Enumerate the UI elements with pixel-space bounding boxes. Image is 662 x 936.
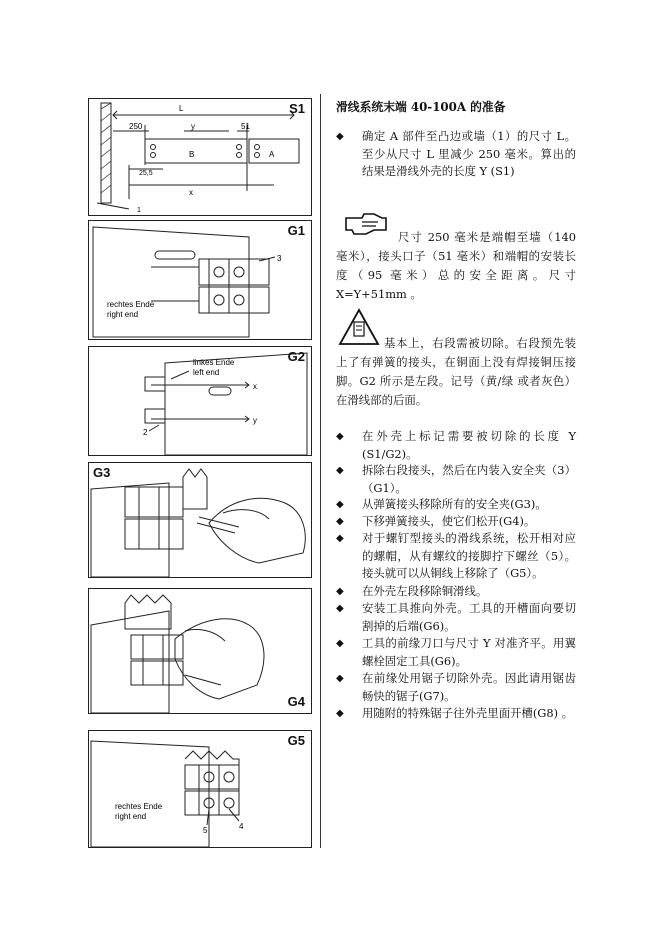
figure-g2-tag: G2 [287, 349, 305, 364]
step-text: 下移弹簧接头，使它们松开(G4)。 [362, 514, 536, 528]
step-bullet [336, 530, 576, 583]
bullet-diamond: ◆ [336, 638, 344, 649]
step-text: 工具的前缘刀口与尺寸 Y 对准齐平。用翼螺栓固定工具(G6)。 [362, 636, 576, 668]
step-bullet [336, 496, 576, 514]
bullet-diamond: ◆ [336, 533, 344, 544]
g2-2-label: 2 [143, 428, 148, 437]
g1-3-label: 3 [277, 254, 282, 263]
step-bullet [336, 428, 576, 463]
step-text: 安装工具推向外壳。工具的开槽面向要切割掉的后端(G6)。 [362, 601, 576, 633]
column-divider [320, 94, 321, 848]
figure-g3 [88, 462, 312, 578]
step-text: 在外壳左段移除铜滑线。 [362, 584, 488, 598]
step-text: 用随附的特殊锯子往外壳里面开槽(G8) 。 [362, 706, 574, 720]
g2-linkes-ende: linkes Ende [193, 358, 235, 367]
section-title: 滑线系统末端 40-100A 的准备 [336, 100, 506, 114]
bullet-diamond: ◆ [336, 131, 344, 142]
g5-right-end: right end [115, 812, 147, 821]
bullet-diamond: ◆ [336, 708, 344, 719]
figure-g4 [88, 588, 312, 714]
step-text: 对于螺钉型接头的滑线系统，松开相对应的螺帽，从有螺纹的接脚拧下螺丝（5）。接头就可以从铜线上移除了（G5）。 [362, 531, 576, 580]
bullet-diamond: ◆ [336, 499, 344, 510]
s1-x-label: x [189, 188, 193, 197]
s1-A-label: A [269, 150, 275, 159]
g5-4-label: 4 [239, 822, 244, 831]
figure-g5-tag: G5 [287, 733, 305, 748]
s1-51-label: 51 [241, 122, 250, 131]
g1-drawing [89, 221, 311, 339]
step-text: 拆除右段接头，然后在内装入安全夹（3）（G1）。 [362, 463, 576, 495]
g2-drawing [89, 347, 311, 455]
s1-250-label: 250 [129, 122, 143, 131]
step-bullet [336, 583, 576, 601]
s1-255-label: 25,5 [139, 170, 153, 177]
s1-y-label: y [191, 122, 195, 131]
step-bullet [336, 513, 576, 531]
step-text: 在外壳上标记需要被切除的长度 Y (S1/G2)。 [362, 429, 576, 461]
bullet-diamond: ◆ [336, 516, 344, 527]
g2-x-label: x [253, 382, 257, 391]
figure-s1 [88, 98, 312, 216]
bullet-diamond: ◆ [336, 431, 344, 442]
figure-g3-tag: G3 [93, 465, 111, 480]
figure-g4-tag: G4 [287, 694, 305, 709]
note-2: 基本上，右段需被切除。右段预先装上了有弹簧的接头，在铜面上没有焊接铜压接脚。G2 所示是左段。记号（黄/绿 或者灰色）在滑线部的后面。 [336, 336, 576, 407]
intro-bullet [336, 128, 576, 181]
figure-g1-tag: G1 [287, 223, 305, 238]
g5-5-label: 5 [203, 826, 208, 835]
g5-drawing [89, 731, 311, 847]
step-bullet [336, 670, 576, 705]
bullet-diamond: ◆ [336, 465, 344, 476]
figure-g1 [88, 220, 312, 340]
step-bullet [336, 705, 576, 723]
note-1: 尺寸 250 毫米是端帽至墙（140 毫米），接头口子（51 毫米）和端帽的安装长度（95 毫米）总的安全距离。尺寸 X=Y+51mm 。 [336, 230, 576, 301]
figure-g2 [88, 346, 312, 456]
g4-drawing [89, 589, 311, 713]
step-bullet [336, 462, 576, 497]
figure-g5 [88, 730, 312, 848]
g3-drawing [89, 463, 311, 577]
g1-rechtes-ende: rechtes Ende [107, 300, 155, 309]
bullet-diamond: ◆ [336, 586, 344, 597]
s1-1-label: 1 [137, 207, 141, 214]
s1-L-label: L [179, 104, 184, 113]
intro-bullet-text: 确定 A 部件至凸边或墙（1）的尺寸 L。至少从尺寸 L 里减少 250 毫米。算出的结果是滑线外壳的长度 Y (S1) [362, 129, 576, 178]
figure-s1-tag: S1 [289, 101, 305, 116]
g1-right-end: right end [107, 310, 139, 319]
s1-B-label: B [189, 150, 195, 159]
step-text: 从弹簧接头移除所有的安全夹(G3)。 [362, 497, 547, 511]
bullet-diamond: ◆ [336, 603, 344, 614]
step-bullet [336, 600, 576, 635]
g5-rechtes-ende: rechtes Ende [115, 802, 163, 811]
s1-drawing [89, 99, 311, 215]
bullet-diamond: ◆ [336, 673, 344, 684]
g2-y-label: y [253, 416, 257, 425]
step-text: 在前缘处用锯子切除外壳。因此请用锯齿畅快的锯子(G7)。 [362, 671, 576, 703]
step-bullet [336, 635, 576, 670]
g2-left-end: left end [193, 368, 220, 377]
